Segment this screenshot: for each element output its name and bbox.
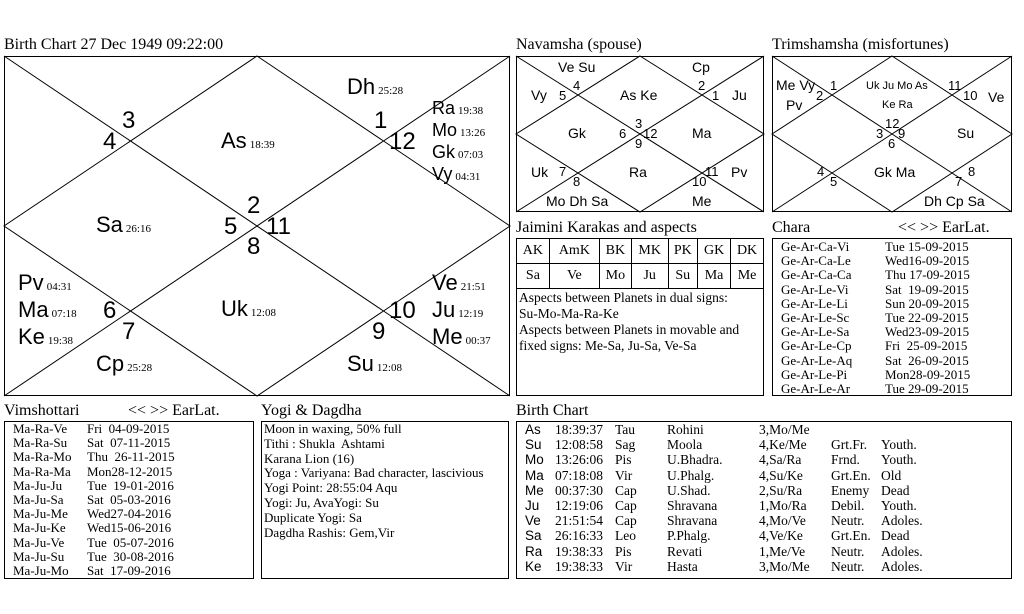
chara-date: Sat 26-09-2015 (885, 352, 969, 368)
birth-nakshatra: U.Shad. (667, 482, 711, 498)
karaka-value: Me (731, 264, 763, 289)
trim-num: 1 (830, 78, 838, 93)
birth-avastha: Youth. (881, 498, 917, 514)
dasha-date: Tue 19-01-2016 (87, 477, 174, 493)
birth-nakshatra: P.Phalg. (667, 528, 711, 544)
birth-avastha: Adoles. (881, 513, 923, 529)
birth-table-row (525, 437, 1011, 452)
dasha-date: Thu 26-11-2015 (87, 449, 175, 465)
aspects-movable-label: Aspects between Planets in movable and (519, 322, 740, 337)
birth-avastha (881, 422, 941, 437)
vimshottari-row (13, 436, 253, 450)
birth-nakshatra: Shravana (667, 498, 718, 514)
birth-pada: 1,Mo/Ra (759, 498, 807, 514)
trim-num: 11 (948, 78, 962, 93)
nav-num: 2 (698, 78, 706, 93)
chara-nav[interactable]: << >> EarLat. (898, 219, 990, 236)
birth-nakshatra: U.Bhadra. (667, 452, 723, 468)
vimshottari-row (13, 507, 253, 521)
dasha-date: Fri 04-09-2015 (87, 421, 170, 436)
nav-label: Ju (732, 87, 747, 103)
vimshottari-row (13, 536, 253, 550)
house-num: 8 (247, 233, 261, 260)
house-num: 9 (372, 318, 386, 345)
birth-avastha: Youth. (881, 437, 917, 453)
yogi-line: Moon in waxing, 50% full (264, 421, 402, 436)
vimshottari-panel (4, 421, 254, 579)
nav-num: 10 (692, 174, 707, 189)
yogi-line: Yoga : Variyana: Bad character, lascivious (264, 465, 484, 481)
aspects-text (517, 289, 763, 355)
nav-num: 3 (635, 116, 643, 131)
vimshottari-row (13, 521, 253, 535)
aspects-dual: Su-Mo-Ma-Ra-Ke (519, 306, 619, 321)
karaka-header: MK (631, 239, 668, 264)
birth-sign: Tau (615, 422, 636, 437)
birth-planet: Ju (525, 498, 540, 514)
dasha-date: Wed15-06-2016 (87, 520, 172, 536)
chara-period: Ge-Ar-Le-Sa (781, 324, 850, 340)
trim-num: 3 (876, 126, 884, 141)
birth-longitude: 18:39:37 (555, 422, 604, 437)
birth-pada: 4,Ke/Me (759, 437, 807, 453)
planet-gk: Gk 07:03 (432, 142, 484, 162)
trim-num: 9 (898, 126, 906, 141)
chara-date: Thu 17-09-2015 (885, 267, 970, 283)
trim-label: Me Vy (776, 77, 816, 93)
dasha-date: Sat 05-03-2016 (87, 492, 171, 508)
dasha-period: Ma-Ju-Ke (13, 520, 66, 536)
birth-sign: Leo (615, 528, 636, 544)
vimshottari-row (13, 450, 253, 464)
chara-period: Ge-Ar-Le-Aq (781, 352, 853, 368)
birth-nakshatra: Moola (667, 437, 703, 453)
planet-ke: Ke 19:38 (18, 324, 73, 349)
birth-table-panel (516, 421, 1012, 579)
chara-title: Chara (772, 219, 811, 236)
yogi-line: Yogi: Ju, AvaYogi: Su (264, 494, 379, 510)
karakas-value-row (517, 264, 763, 289)
birth-sign: Vir (615, 467, 633, 483)
nav-num: 9 (635, 136, 643, 151)
birth-longitude: 12:19:06 (555, 498, 604, 514)
trim-label: Dh Cp Sa (924, 193, 985, 209)
chara-date: Tue 22-09-2015 (885, 310, 969, 326)
chara-period: Ge-Ar-Ca-Vi (781, 239, 850, 254)
birth-longitude: 21:51:54 (555, 513, 604, 529)
birth-chart (4, 56, 510, 396)
planet-sa: Sa 26:16 (96, 212, 151, 237)
chara-row (781, 283, 1011, 297)
nav-label: Ma (692, 125, 712, 141)
planet-uk: Uk 12:08 (221, 296, 276, 321)
chara-date: Wed23-09-2015 (885, 324, 970, 340)
birth-chart-title: Birth Chart 27 Dec 1949 09:22:00 (4, 36, 224, 53)
nav-label: Ve Su (558, 59, 596, 75)
karaka-value: Sa (517, 264, 549, 289)
birth-table-row (525, 498, 1011, 513)
birth-pada: 4,Ve/Ke (759, 528, 803, 544)
nav-num: 4 (573, 78, 581, 93)
nav-label: Gk (568, 125, 586, 141)
trim-num: 2 (816, 88, 824, 103)
planet-pv: Pv 04:31 (18, 270, 72, 295)
house-num: 11 (266, 213, 291, 240)
planet-ma: Ma 07:18 (18, 297, 77, 322)
nav-label: Me (692, 193, 712, 209)
birth-relationship: Grt.Fr. (831, 437, 868, 453)
chara-period: Ge-Ar-Le-Sc (781, 310, 850, 326)
nav-num: 8 (573, 174, 581, 189)
birth-nakshatra: Hasta (667, 558, 698, 574)
dasha-period: Ma-Ju-Mo (13, 563, 69, 579)
chara-date: Fri 25-09-2015 (885, 338, 968, 354)
house-num: 1 (374, 107, 388, 134)
birth-planet: Ma (525, 467, 544, 483)
dasha-date: Wed27-04-2016 (87, 506, 172, 522)
chara-panel (772, 238, 1012, 396)
birth-relationship: Neutr. (831, 513, 865, 529)
chara-period: Ge-Ar-Le-Cp (781, 338, 852, 354)
birth-planet: As (525, 422, 541, 437)
birth-planet: Me (525, 482, 544, 498)
nav-num: 1 (712, 88, 720, 103)
dasha-period: Ma-Ra-Ma (13, 463, 71, 479)
karaka-value: Su (668, 264, 697, 289)
birth-longitude: 19:38:33 (555, 543, 604, 559)
birth-nakshatra: Revati (667, 543, 703, 559)
birth-table-row (525, 452, 1011, 467)
planet-cp: Cp 25:28 (96, 351, 153, 376)
trim-label: Uk Ju Mo As (866, 80, 928, 92)
birth-avastha: Adoles. (881, 558, 923, 574)
birth-avastha: Dead (881, 528, 910, 544)
chara-date: Mon28-09-2015 (885, 366, 971, 382)
birth-longitude: 07:18:08 (555, 467, 604, 483)
nav-label: Vy (531, 87, 547, 103)
nav-num: 11 (705, 164, 719, 179)
house-num: 6 (103, 297, 117, 324)
birth-table-row (525, 422, 1011, 437)
birth-avastha: Youth. (881, 452, 917, 468)
yogi-line: Karana Lion (16) (264, 450, 355, 466)
chara-row (781, 311, 1011, 325)
birth-relationship: Neutr. (831, 558, 865, 574)
chara-row (781, 339, 1011, 353)
house-num: 4 (103, 128, 117, 155)
planet-dh: Dh 25:28 (347, 74, 404, 99)
vimshottari-row (13, 564, 253, 578)
birth-longitude: 00:37:30 (555, 482, 604, 498)
trimshamsha-chart (772, 56, 1012, 212)
chara-period: Ge-Ar-Ca-Ca (781, 267, 852, 283)
trim-label: Su (957, 125, 975, 141)
karaka-value: Mo (599, 264, 631, 289)
vimshottari-row (13, 493, 253, 507)
nav-num: 5 (559, 88, 567, 103)
birth-pada: 3,Mo/Me (759, 422, 810, 437)
chara-row (781, 254, 1011, 268)
navamsha-title: Navamsha (spouse) (516, 36, 642, 53)
dasha-period: Ma-Ra-Su (13, 435, 68, 451)
karakas-panel (516, 238, 764, 396)
birth-pada: 4,Sa/Ra (759, 452, 802, 468)
karaka-header: DK (731, 239, 763, 264)
birth-table-row (525, 544, 1011, 559)
house-num: 7 (122, 318, 136, 345)
chara-date: Sun 20-09-2015 (885, 295, 970, 311)
chara-date: Tue 15-09-2015 (885, 239, 969, 254)
dasha-period: Ma-Ju-Sa (13, 492, 64, 508)
birth-table-row (525, 468, 1011, 483)
dasha-period: Ma-Ju-Me (13, 506, 68, 522)
chara-row (781, 382, 1011, 396)
birth-pada: 3,Mo/Me (759, 558, 810, 574)
navamsha-chart (516, 56, 764, 212)
birth-nakshatra: U.Phalg. (667, 467, 715, 483)
chara-row (781, 368, 1011, 382)
dasha-period: Ma-Ra-Ve (13, 421, 68, 436)
dasha-date: Sat 07-11-2015 (87, 435, 171, 451)
karaka-value: Ju (631, 264, 668, 289)
planet-mo: Mo 13:26 (432, 120, 486, 140)
birth-avastha: Old (881, 467, 902, 483)
birth-nakshatra: Rohini (667, 422, 704, 437)
nav-label: Pv (731, 164, 748, 180)
trim-num: 7 (955, 174, 963, 189)
birth-pada: 1,Me/Ve (759, 543, 806, 559)
house-num: 12 (389, 128, 416, 155)
yogi-panel (261, 421, 509, 579)
chara-row (781, 297, 1011, 311)
karaka-value: Ve (549, 264, 599, 289)
chara-period: Ge-Ar-Le-Vi (781, 281, 849, 297)
house-num: 5 (224, 213, 238, 240)
nav-num: 7 (559, 164, 567, 179)
birth-planet: Sa (525, 528, 542, 544)
birth-longitude: 19:38:33 (555, 558, 604, 574)
karaka-header: AmK (549, 239, 599, 264)
birth-pada: 2,Su/Ra (759, 482, 803, 498)
vimshottari-row (13, 550, 253, 564)
trim-num: 6 (888, 136, 896, 151)
birth-table-row (525, 483, 1011, 498)
birth-pada: 4,Su/Ke (759, 467, 803, 483)
birth-relationship: Grt.En. (831, 528, 871, 544)
birth-planet: Mo (525, 452, 544, 468)
trim-num: 5 (830, 174, 838, 189)
trim-label: Ke Ra (882, 99, 913, 111)
birth-relationship: Frnd. (831, 452, 860, 468)
trim-label: Pv (786, 97, 803, 113)
birth-sign: Cap (615, 482, 637, 498)
nav-label: As Ke (620, 87, 658, 103)
birth-sign: Cap (615, 513, 637, 529)
nav-label: Ra (629, 164, 647, 180)
nav-num: 6 (619, 126, 627, 141)
yogi-line: Duplicate Yogi: Sa (264, 509, 362, 525)
birth-longitude: 12:08:58 (555, 437, 604, 453)
chara-row (781, 325, 1011, 339)
dasha-period: Ma-Ju-Su (13, 548, 65, 564)
yogi-line: Tithi : Shukla Ashtami (264, 435, 385, 451)
chara-row (781, 240, 1011, 254)
planet-ra: Ra 19:38 (432, 98, 484, 118)
vimshottari-title: Vimshottari (4, 402, 80, 419)
chara-date: Tue 29-09-2015 (885, 381, 969, 397)
planet-ve: Ve 21:51 (432, 270, 486, 295)
birth-planet: Su (525, 437, 542, 453)
nav-label: Mo Dh Sa (546, 193, 609, 209)
chara-row (781, 268, 1011, 282)
house-num: 10 (389, 297, 416, 324)
birth-avastha: Adoles. (881, 543, 923, 559)
dasha-date: Tue 05-07-2016 (87, 534, 174, 550)
birth-planet: Ve (525, 513, 541, 529)
birth-table-row (525, 513, 1011, 528)
birth-planet: Ke (525, 558, 542, 574)
yogi-title: Yogi & Dagdha (261, 402, 362, 419)
birth-sign: Cap (615, 498, 637, 514)
trim-num: 4 (817, 164, 825, 179)
birth-table-title: Birth Chart (516, 402, 589, 419)
birth-longitude: 26:16:33 (555, 528, 604, 544)
birth-planet: Ra (525, 543, 543, 559)
karakas-title: Jaimini Karakas and aspects (516, 219, 697, 236)
birth-relationship: Debil. (831, 498, 865, 514)
birth-pada: 4,Mo/Ve (759, 513, 806, 529)
nav-label: Cp (692, 59, 710, 75)
karakas-header-row (517, 239, 763, 264)
birth-relationship: Grt.En. (831, 467, 871, 483)
chara-period: Ge-Ar-Le-Pi (781, 366, 848, 382)
dasha-period: Ma-Ra-Mo (13, 449, 72, 465)
dasha-period: Ma-Ju-Ve (13, 534, 65, 550)
birth-table-row (525, 528, 1011, 543)
aspects-movable: fixed signs: Me-Sa, Ju-Sa, Ve-Sa (519, 338, 697, 353)
dasha-date: Tue 30-08-2016 (87, 548, 174, 564)
chara-date: Wed16-09-2015 (885, 253, 970, 269)
house-num: 2 (247, 192, 261, 219)
chara-date: Sat 19-09-2015 (885, 281, 969, 297)
trim-num: 12 (885, 116, 900, 131)
birth-longitude: 13:26:06 (555, 452, 604, 468)
yogi-line: Dagdha Rashis: Gem,Vir (264, 524, 395, 540)
planet-ju: Ju 12:19 (432, 297, 484, 322)
karaka-header: PK (668, 239, 697, 264)
birth-relationship (831, 422, 881, 437)
birth-sign: Sag (615, 437, 636, 453)
vimshottari-nav[interactable]: << >> EarLat. (128, 402, 220, 419)
birth-sign: Pis (615, 452, 632, 468)
karaka-header: GK (698, 239, 731, 264)
trim-label: Gk Ma (874, 164, 916, 180)
aspects-dual-label: Aspects between Planets in dual signs: (519, 290, 728, 305)
dasha-date: Mon28-12-2015 (87, 463, 173, 479)
chara-row (781, 354, 1011, 368)
birth-relationship: Enemy (831, 482, 870, 498)
vimshottari-row (13, 422, 253, 436)
yogi-line: Yogi Point: 28:55:04 Aqu (264, 480, 398, 496)
planet-su: Su 12:08 (347, 351, 402, 376)
trimshamsha-title: Trimshamsha (misfortunes) (772, 36, 949, 53)
planet-as: As 18:39 (221, 128, 275, 153)
dasha-date: Sat 17-09-2016 (87, 563, 171, 579)
nav-label: Uk (531, 164, 549, 180)
trim-num: 8 (968, 164, 976, 179)
birth-relationship: Neutr. (831, 543, 865, 559)
planet-vy: Vy 04:31 (432, 164, 481, 184)
planet-me: Me 00:37 (432, 324, 491, 349)
birth-nakshatra: Shravana (667, 513, 718, 529)
vimshottari-row (13, 465, 253, 479)
nav-num: 12 (643, 126, 658, 141)
birth-sign: Pis (615, 543, 632, 559)
karaka-header: BK (599, 239, 631, 264)
chara-period: Ge-Ar-Ca-Le (781, 253, 851, 269)
karakas-table (517, 239, 763, 289)
birth-sign: Vir (615, 558, 633, 574)
trim-num: 10 (963, 88, 978, 103)
vimshottari-row (13, 479, 253, 493)
chara-period: Ge-Ar-Le-Li (781, 295, 848, 311)
birth-avastha: Dead (881, 482, 910, 498)
dasha-period: Ma-Ju-Ju (13, 477, 63, 493)
trim-label: Ve (988, 89, 1005, 105)
karaka-value: Ma (698, 264, 731, 289)
house-num: 3 (122, 107, 136, 134)
birth-table-row (525, 559, 1011, 574)
chara-period: Ge-Ar-Le-Ar (781, 381, 851, 397)
karaka-header: AK (517, 239, 549, 264)
